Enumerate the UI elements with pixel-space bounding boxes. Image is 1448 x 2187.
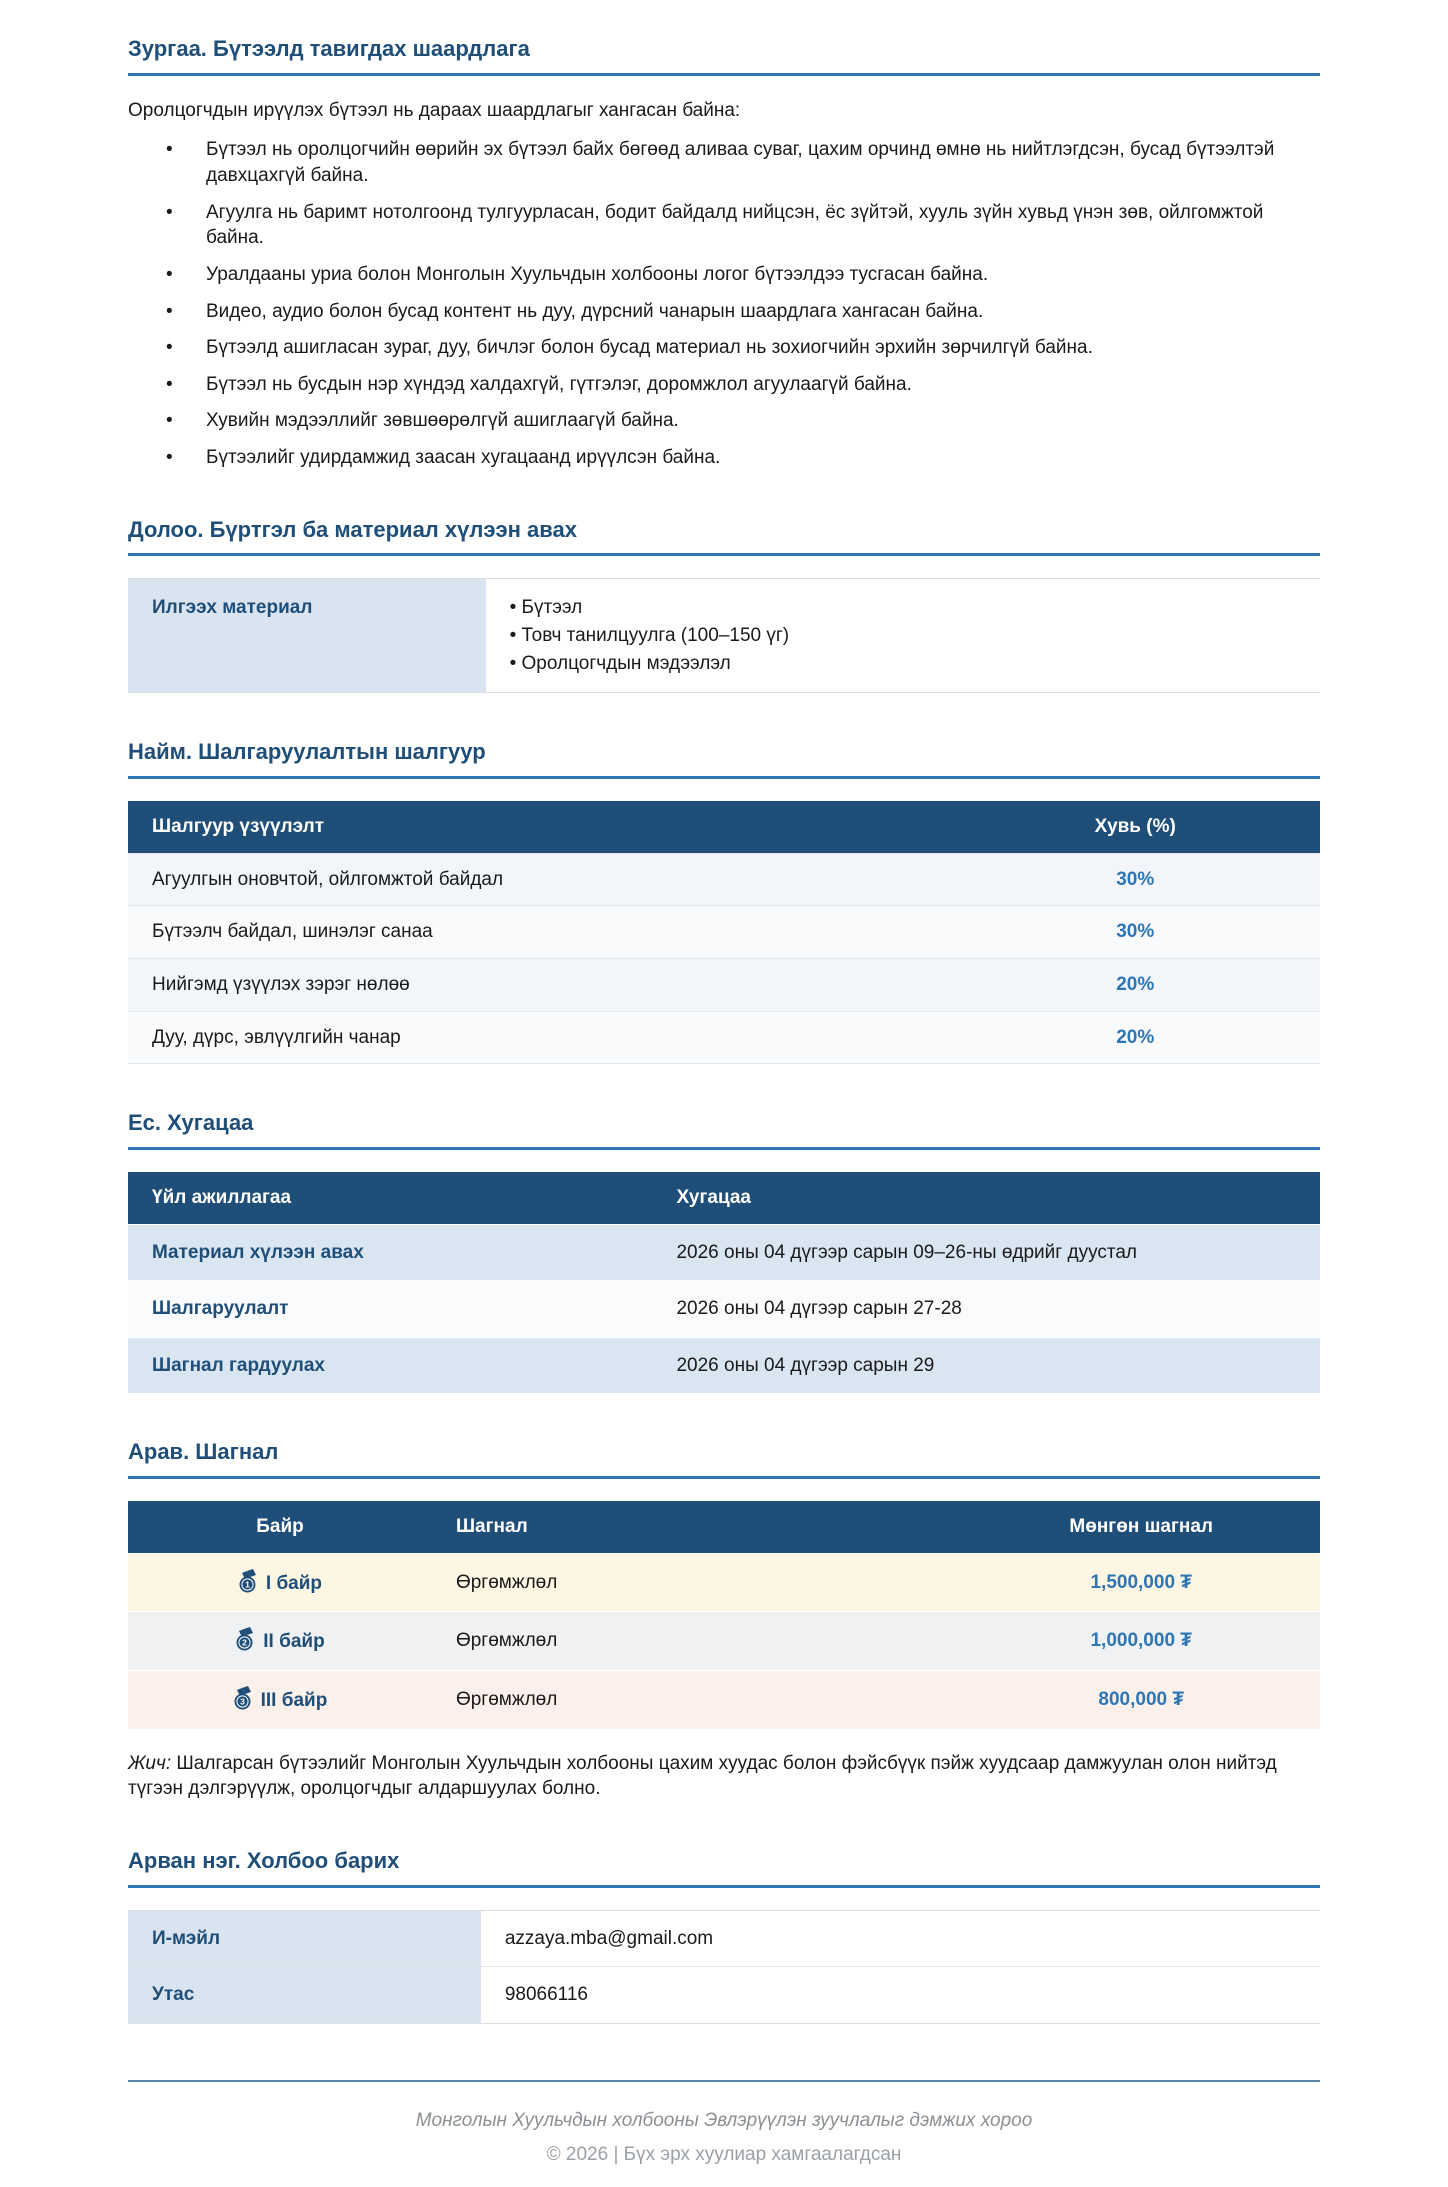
table-header-row (128, 1501, 1320, 1553)
requirement-text: Уралдааны уриа болон Монголын Хуульчдын холбооны логог бүтээлдээ тусгасан байна. (206, 263, 989, 285)
footer-copyright: © 2026 | Бүх эрх хуулиар хамгаалагдсан (546, 2143, 902, 2165)
table-row (128, 1671, 1320, 1729)
criteria-percent: 30% (950, 853, 1320, 906)
section-heading-contact: Арван нэг. Холбоо барих (128, 1846, 1320, 1888)
table-row (128, 1553, 1320, 1612)
activity-label: Шагнал гардуулах (128, 1337, 652, 1393)
criteria-label: Бүтээлч байдал, шинэлэг санаа (128, 906, 950, 959)
section-registration (128, 515, 1320, 694)
table-header-row (128, 801, 1320, 853)
bullet-icon: • (166, 263, 173, 285)
page-footer (128, 2080, 1320, 2167)
requirement-text: Бүтээл нь оролцогчийн өөрийн эх бүтээл байх бөгөөд аливаа суваг, цахим орчинд өмнө нь нийтлэгдсэн, бусад бүтээлтэй давхцахгүй байна. (206, 139, 1275, 186)
section-prizes (128, 1437, 1320, 1802)
section-contact (128, 1846, 1320, 2024)
footer-organization: Монголын Хуульчдын холбооны Эвлэрүүлэн зуучлалыг дэмжих хороо (415, 2109, 1033, 2131)
table-row (128, 1967, 1320, 2024)
criteria-col-header: Шалгуур үзүүлэлт (128, 801, 950, 853)
registration-label: Илгээх материал (128, 579, 486, 693)
criteria-label: Агуулгын оновчтой, ойлгомжтой байдал (128, 853, 950, 906)
bullet-icon: • (166, 447, 173, 469)
prize-name: Өргөмжлөл (432, 1671, 962, 1729)
table-row (128, 906, 1320, 959)
table-row (128, 1224, 1320, 1281)
requirement-text: Бүтээлд ашигласан зураг, дуу, бичлэг болон бусад материал нь зохиогчийн эрхийн зөрчилгүй байна. (206, 337, 1093, 359)
section-timeline (128, 1108, 1320, 1393)
contact-label-email: И-мэйл (128, 1910, 481, 1967)
bullet-icon: • (166, 300, 173, 322)
table-row (128, 958, 1320, 1011)
contact-label-phone: Утас (128, 1967, 481, 2024)
contact-phone-value: 98066116 (481, 1967, 1320, 2024)
bullet-icon: • (166, 201, 173, 223)
bullet-icon: • (166, 337, 173, 359)
table-row (128, 1612, 1320, 1671)
criteria-percent: 20% (950, 958, 1320, 1011)
table-row (128, 579, 1320, 693)
table-header-row (128, 1172, 1320, 1224)
amount-col-header: Мөнгөн шагнал (962, 1501, 1320, 1553)
material-item: • Бүтээл (509, 597, 583, 619)
requirement-text: Бүтээлийг удирдамжид заасан хугацаанд ирүүлсэн байна. (206, 447, 721, 469)
activity-label: Материал хүлээн авах (128, 1224, 652, 1281)
criteria-percent: 20% (950, 1011, 1320, 1064)
place-cell (128, 1671, 432, 1729)
activity-period: 2026 оны 04 дүгээр сарын 09–26-ны өдрийг дуустал (652, 1224, 1320, 1281)
list-item (128, 445, 1320, 471)
list-item (128, 299, 1320, 325)
place-cell (128, 1612, 432, 1671)
medal-3-icon (233, 1686, 253, 1710)
prize-amount: 1,500,000 ₮ (962, 1553, 1320, 1612)
activity-label: Шалгаруулалт (128, 1281, 652, 1338)
svg-text:3: 3 (239, 1696, 245, 1707)
table-row (128, 1910, 1320, 1967)
prize-name: Өргөмжлөл (432, 1553, 962, 1612)
section-heading-timeline: Ес. Хугацаа (128, 1108, 1320, 1150)
requirement-text: Видео, аудио болон бусад контент нь дуу, дүрсний чанарын шаардлага хангасан байна. (206, 300, 984, 322)
prizes-note (128, 1751, 1320, 1802)
activity-col-header: Үйл ажиллагаа (128, 1172, 652, 1224)
place-cell (128, 1553, 432, 1612)
place-label: III байр (260, 1690, 328, 1712)
list-item (128, 335, 1320, 361)
percent-col-header: Хувь (%) (950, 801, 1320, 853)
prize-col-header: Шагнал (432, 1501, 962, 1553)
footer-divider (128, 2080, 1320, 2082)
requirement-text: Агуулга нь баримт нотолгоонд тулгуурласан, бодит байдалд нийцсэн, ёс зүйтэй, хууль зүйн хувьд үнэн зөв, ойлгомжтой байна. (206, 201, 1264, 249)
registration-table (128, 578, 1320, 693)
section-heading-requirements: Зургаа. Бүтээлд тавигдах шаардлага (128, 34, 1320, 76)
place-label: II байр (263, 1631, 325, 1653)
place-label: I байр (265, 1572, 323, 1594)
requirement-text: Бүтээл нь бусдын нэр хүндэд халдахгүй, гүтгэлэг, доромжлол агуулаагүй байна. (206, 373, 912, 395)
bullet-icon: • (166, 139, 173, 161)
contact-table (128, 1910, 1320, 2024)
contact-email-value: azzaya.mba@gmail.com (481, 1910, 1320, 1967)
list-item (128, 372, 1320, 398)
section-requirements (128, 34, 1320, 471)
bullet-icon: • (166, 373, 173, 395)
registration-materials (486, 579, 1320, 693)
note-label: Жич: (128, 1752, 172, 1774)
activity-period: 2026 оны 04 дүгээр сарын 27-28 (652, 1281, 1320, 1338)
table-row (128, 1281, 1320, 1338)
section-criteria (128, 737, 1320, 1064)
list-item (128, 200, 1320, 251)
place-col-header: Байр (128, 1501, 432, 1553)
prize-amount: 1,000,000 ₮ (962, 1612, 1320, 1671)
timeline-table (128, 1172, 1320, 1394)
list-item (128, 408, 1320, 434)
list-item (128, 137, 1320, 188)
svg-text:1: 1 (245, 1579, 250, 1590)
section-heading-prizes: Арав. Шагнал (128, 1437, 1320, 1479)
criteria-label: Дуу, дүрс, эвлүүлгийн чанар (128, 1011, 950, 1064)
prize-name: Өргөмжлөл (432, 1612, 962, 1671)
requirement-text: Хувийн мэдээллийг зөвшөөрөлгүй ашиглаагүй байна. (206, 410, 679, 432)
section-heading-registration: Долоо. Бүртгэл ба материал хүлээн авах (128, 515, 1320, 557)
table-row (128, 853, 1320, 906)
svg-text:2: 2 (242, 1638, 248, 1649)
prize-amount: 800,000 ₮ (962, 1671, 1320, 1729)
bullet-icon: • (166, 410, 173, 432)
material-item: • Товч танилцуулга (100–150 үг) (509, 625, 790, 647)
medal-1-icon (238, 1569, 258, 1593)
note-text: Шалгарсан бүтээлийг Монголын Хуульчдын холбооны цахим хуудас болон фэйсбүүк пэйж хуудсаар дамжуулан олон нийтэд түгээн дэлгэрүүлж, оролцогчдыг алдаршуулах болно. (128, 1752, 1277, 1800)
criteria-table (128, 801, 1320, 1064)
prize-table (128, 1501, 1320, 1729)
medal-2-icon (235, 1627, 255, 1651)
requirements-intro: Оролцогчдын ирүүлэх бүтээл нь дараах шаардлагыг хангасан байна: (128, 99, 741, 121)
list-item (128, 262, 1320, 288)
criteria-label: Нийгэмд үзүүлэх зэрэг нөлөө (128, 958, 950, 1011)
criteria-percent: 30% (950, 906, 1320, 959)
table-row (128, 1337, 1320, 1393)
requirements-list (128, 137, 1320, 470)
table-row (128, 1011, 1320, 1064)
section-heading-criteria: Найм. Шалгаруулалтын шалгуур (128, 737, 1320, 779)
material-item: • Оролцогчдын мэдээлэл (509, 652, 731, 674)
activity-period: 2026 оны 04 дүгээр сарын 29 (652, 1337, 1320, 1393)
period-col-header: Хугацаа (652, 1172, 1320, 1224)
